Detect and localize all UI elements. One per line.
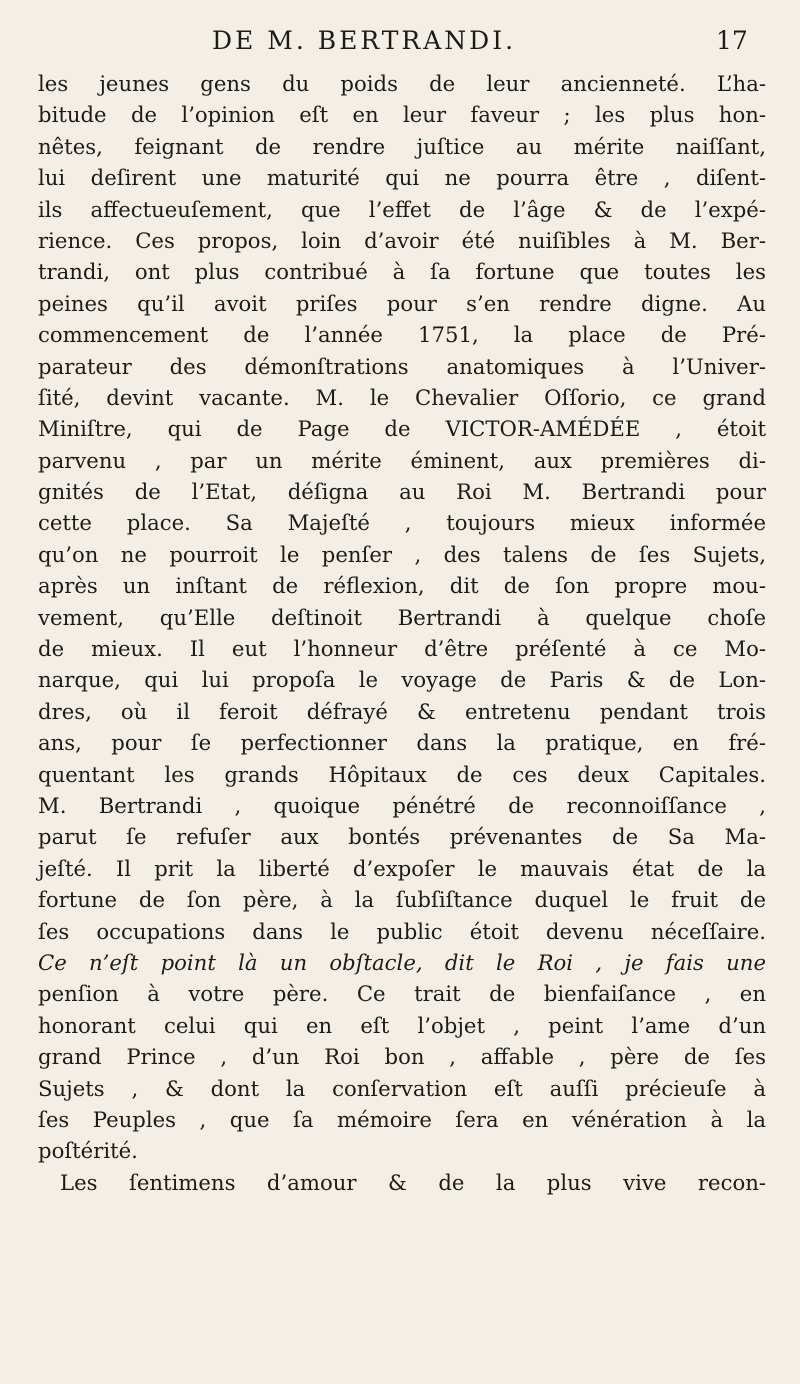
text-line: Les ſentimens d’amour & de la plus vive recon- [60, 1169, 766, 1195]
text-line: peines qu’il avoit priſes pour s’en rendre digne. Au [38, 290, 766, 316]
text-line: qu’on ne pourroit le penſer , des talens de ſes Sujets, [38, 541, 766, 567]
text-line: parvenu , par un mérite éminent, aux premières di- [38, 447, 766, 473]
text-line: Ce n’eſt point là un obſtacle, dit le Roi , je fais une [38, 949, 766, 975]
text-line: ſité, devint vacante. M. le Chevalier Oſſorio, ce grand [38, 384, 766, 410]
text-line: ſes Peuples , que ſa mémoire ſera en vénération à la [38, 1106, 766, 1132]
text-line: ans, pour ſe perfectionner dans la pratique, en fré- [38, 730, 766, 756]
text-line: gnités de l’Etat, déſigna au Roi M. Bertrandi pour [38, 479, 766, 505]
text-line: nêtes, feignant de rendre juſtice au mérite naiſſant, [38, 133, 766, 159]
text-line: poſtérité. [38, 1138, 138, 1164]
text-line: ils affectueuſement, que l’effet de l’âge & de l’expé- [38, 196, 766, 222]
running-head: DE M. BERTRANDI. [212, 26, 517, 55]
text-line: jeſté. Il prit la liberté d’expoſer le mauvais état de la [38, 855, 766, 881]
page-number: 17 [716, 26, 748, 55]
text-line: rience. Ces propos, loin d’avoir été nuiſibles à M. Ber- [38, 227, 766, 253]
text-line: Miniſtre, qui de Page de VICTOR-AMÉDÉE , étoit [38, 416, 766, 442]
text-line: de mieux. Il eut l’honneur d’être préſenté à ce Mo- [38, 636, 766, 662]
body-text [38, 68, 766, 1198]
page-header [0, 26, 800, 66]
text-line: Sujets , & dont la conſervation eſt auſſi précieuſe à [38, 1075, 766, 1101]
text-line: grand Prince , d’un Roi bon , affable , père de ſes [38, 1044, 766, 1070]
text-line: honorant celui qui en eſt l’objet , peint l’ame d’un [38, 1012, 766, 1038]
text-line: les jeunes gens du poids de leur ancienneté. L’ha- [38, 71, 766, 96]
text-line: M. Bertrandi , quoique pénétré de reconnoiſſance , [38, 792, 766, 818]
text-line: penſion à votre père. Ce trait de bienfaiſance , en [38, 981, 766, 1007]
text-line: dres, où il feroit défrayé & entretenu pendant trois [38, 698, 766, 724]
text-line: fortune de ſon père, à la ſubſiſtance duquel le fruit de [38, 887, 766, 913]
text-line: lui deſirent une maturité qui ne pourra être , diſent- [38, 165, 766, 191]
text-line: bitude de l’opinion eſt en leur faveur ; les plus hon- [38, 102, 766, 128]
text-line: quentant les grands Hôpitaux de ces deux Capitales. [38, 761, 766, 787]
text-line: trandi, ont plus contribué à ſa fortune que toutes les [38, 259, 766, 285]
text-line: après un inſtant de réflexion, dit de ſon propre mou- [38, 573, 766, 599]
text-line: vement, qu’Elle deſtinoit Bertrandi à quelque choſe [38, 604, 766, 630]
text-line: ſes occupations dans le public étoit devenu néceſſaire. [38, 918, 766, 944]
text-line: commencement de l’année 1751, la place de Pré- [38, 322, 766, 348]
text-line: parateur des démonſtrations anatomiques à l’Univer- [38, 353, 766, 379]
text-line: cette place. Sa Majeſté , toujours mieux informée [38, 510, 766, 536]
text-line: narque, qui lui propoſa le voyage de Paris & de Lon- [38, 667, 766, 693]
text-line: parut ſe refuſer aux bontés prévenantes de Sa Ma- [38, 824, 766, 850]
